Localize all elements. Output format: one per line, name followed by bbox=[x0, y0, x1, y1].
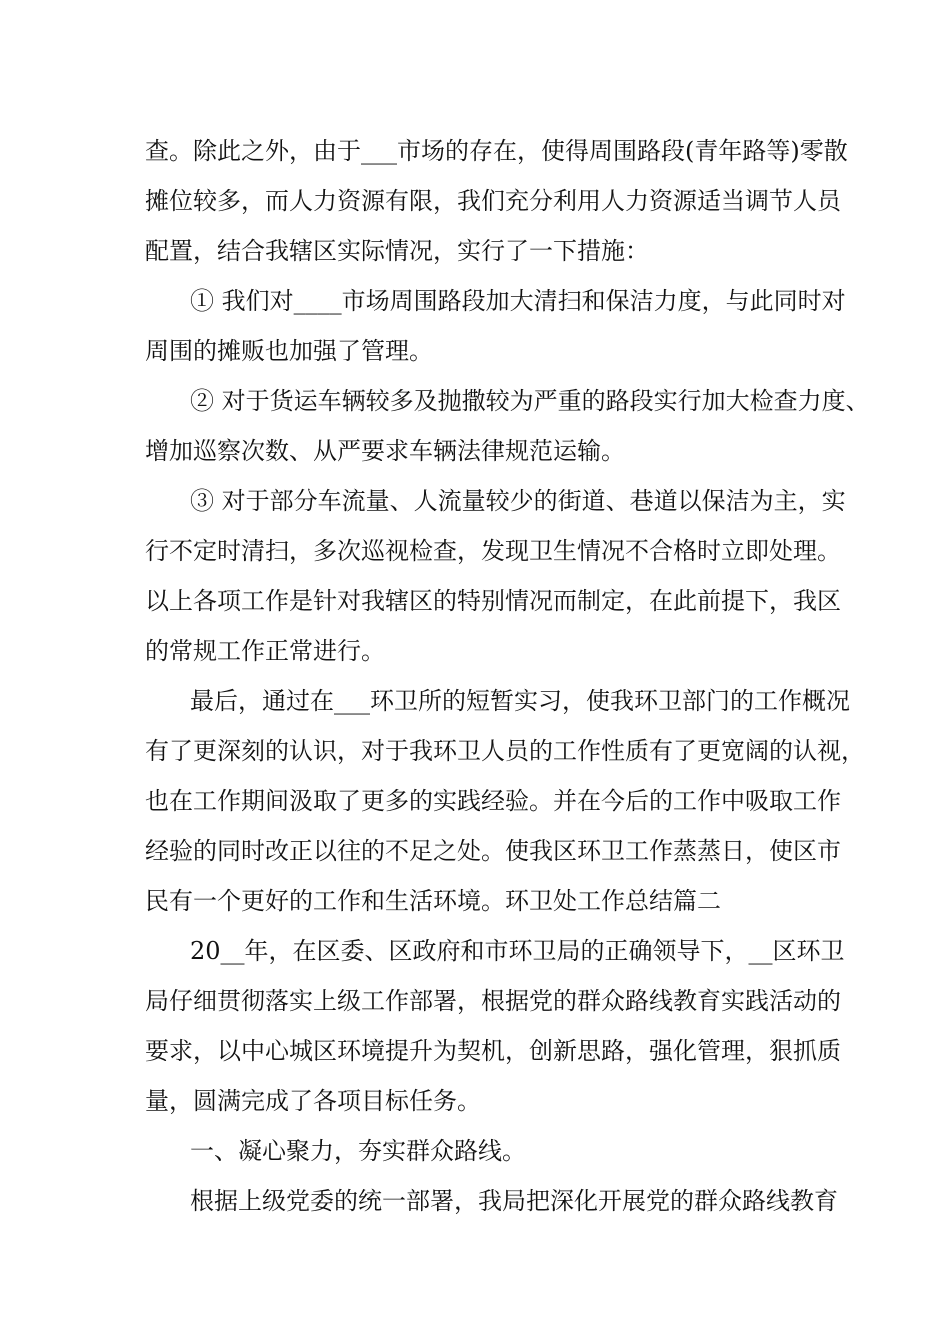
text-line: 民有一个更好的工作和生活环境。环卫处工作总结篇二 bbox=[145, 887, 721, 915]
list-item-1: ① 我们对____市场周围路段加大清扫和保洁力度，与此同时对 bbox=[190, 287, 846, 315]
paragraph-start: 根据上级党委的统一部署，我局把深化开展党的群众路线教育 bbox=[190, 1187, 838, 1215]
text-line: 量，圆满完成了各项目标任务。 bbox=[145, 1087, 481, 1115]
list-item-3: ③ 对于部分车流量、人流量较少的街道、巷道以保洁为主，实 bbox=[190, 487, 846, 515]
text-line: 要求，以中心城区环境提升为契机，创新思路，强化管理，狠抓质 bbox=[145, 1037, 841, 1065]
text-line: 有了更深刻的认识，对于我环卫人员的工作性质有了更宽阔的认视， bbox=[145, 737, 865, 765]
text-line: 局仔细贯彻落实上级工作部署，根据党的群众路线教育实践活动的 bbox=[145, 987, 841, 1015]
paragraph-start: 最后，通过在___环卫所的短暂实习，使我环卫部门的工作概况 bbox=[190, 687, 850, 715]
text-line: 行不定时清扫，多次巡视检查，发现卫生情况不合格时立即处理。 bbox=[145, 537, 841, 565]
section-heading: 一、凝心聚力，夯实群众路线。 bbox=[190, 1137, 526, 1165]
text-line: 查。除此之外，由于___市场的存在，使得周围路段(青年路等)零散 bbox=[145, 137, 848, 165]
text-line: 摊位较多，而人力资源有限，我们充分利用人力资源适当调节人员 bbox=[145, 187, 841, 215]
text-line: 也在工作期间汲取了更多的实践经验。并在今后的工作中吸取工作 bbox=[145, 787, 841, 815]
text-line: 增加巡察次数、从严要求车辆法律规范运输。 bbox=[145, 437, 625, 465]
paragraph-start: 20__年，在区委、区政府和市环卫局的正确领导下，__区环卫 bbox=[190, 937, 845, 965]
text-line: 的常规工作正常进行。 bbox=[145, 637, 385, 665]
text-line: 周围的摊贩也加强了管理。 bbox=[145, 337, 433, 365]
text-line: 经验的同时改正以往的不足之处。使我区环卫工作蒸蒸日，使区市 bbox=[145, 837, 841, 865]
document-body bbox=[145, 126, 870, 1226]
text-line: 以上各项工作是针对我辖区的特别情况而制定，在此前提下，我区 bbox=[145, 587, 841, 615]
text-line: 配置，结合我辖区实际情况，实行了一下措施： bbox=[145, 237, 649, 265]
list-item-2: ② 对于货运车辆较多及抛撒较为严重的路段实行加大检查力度、 bbox=[190, 387, 870, 415]
